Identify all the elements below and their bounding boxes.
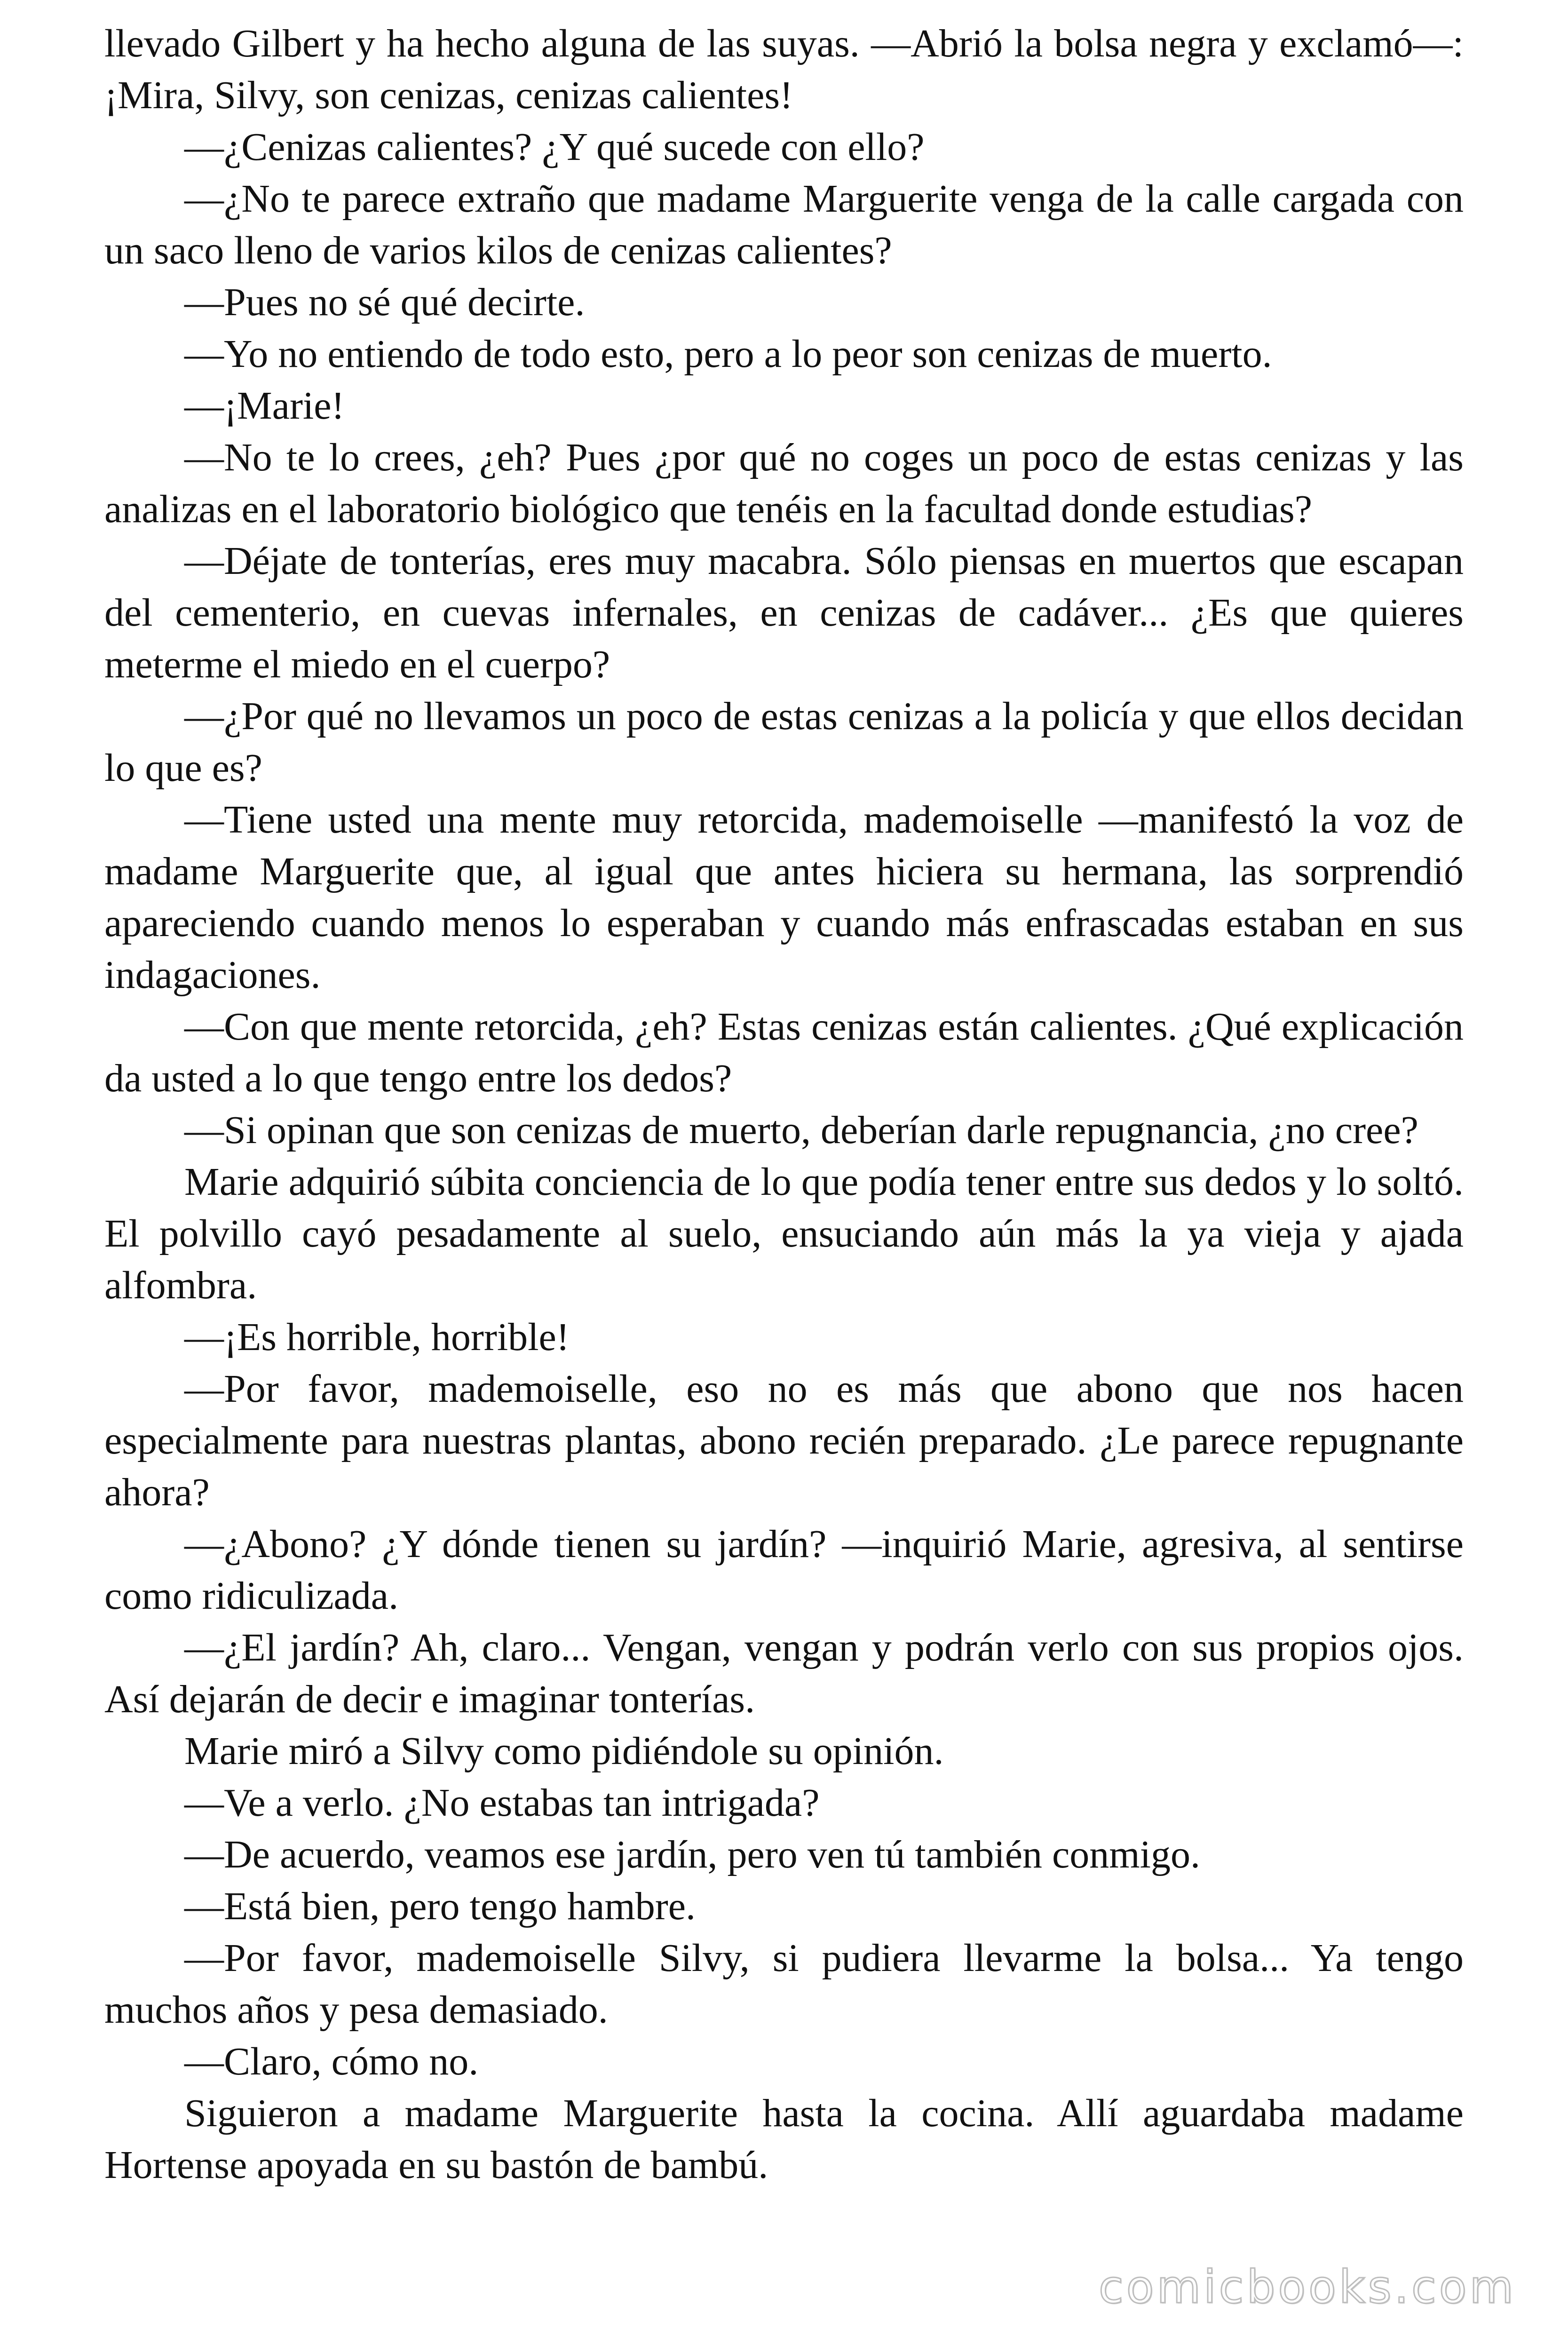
paragraph-11: —Con que mente retorcida, ¿eh? Estas cenizas están calientes. ¿Qué explicación da usted a lo que tengo entre los dedos? <box>104 1005 1464 1100</box>
paragraph-1: llevado Gilbert y ha hecho alguna de las suyas. —Abrió la bolsa negra y exclamó—: ¡Mira, Silvy, son cenizas, cenizas calientes! <box>104 22 1464 117</box>
paragraph-6: —¡Marie! <box>184 384 345 428</box>
paragraph-12: —Si opinan que son cenizas de muerto, deberían darle repugnancia, ¿no cree? <box>184 1108 1418 1152</box>
paragraph-19: —Ve a verlo. ¿No estabas tan intrigada? <box>184 1781 820 1825</box>
paragraph-21: —Está bien, pero tengo hambre. <box>184 1884 696 1928</box>
paragraph-17: —¿El jardín? Ah, claro... Vengan, vengan y podrán verlo con sus propios ojos. Así dejarán de decir e imaginar tonterías. <box>104 1626 1464 1721</box>
watermark: comicbooks.com <box>1098 2261 1516 2313</box>
paragraph-15: —Por favor, mademoiselle, eso no es más que abono que nos hacen especialmente para nuestras plantas, abono recién preparado. ¿Le parece repugnante ahora? <box>104 1367 1464 1514</box>
paragraph-14: —¡Es horrible, horrible! <box>184 1315 570 1359</box>
paragraph-5: —Yo no entiendo de todo esto, pero a lo peor son cenizas de muerto. <box>184 332 1272 376</box>
paragraph-4: —Pues no sé qué decirte. <box>184 280 585 324</box>
paragraph-9: —¿Por qué no llevamos un poco de estas cenizas a la policía y que ellos decidan lo que es? <box>104 694 1464 790</box>
paragraph-13: Marie adquirió súbita conciencia de lo que podía tener entre sus dedos y lo soltó. El polvillo cayó pesadamente al suelo, ensuciando aún más la ya vieja y ajada alfombra. <box>104 1160 1464 1307</box>
paragraph-2: —¿Cenizas calientes? ¿Y qué sucede con ello? <box>184 125 925 169</box>
paragraph-7: —No te lo crees, ¿eh? Pues ¿por qué no coges un poco de estas cenizas y las analizas en el laboratorio biológico que tenéis en la facultad donde estudias? <box>104 436 1464 531</box>
paragraph-8: —Déjate de tonterías, eres muy macabra. Sólo piensas en muertos que escapan del cementerio, en cuevas infernales, en cenizas de cadáver... ¿Es que quieres meterme el miedo en el cuerpo? <box>104 539 1464 686</box>
paragraph-20: —De acuerdo, veamos ese jardín, pero ven tú también conmigo. <box>184 1833 1200 1876</box>
paragraph-16: —¿Abono? ¿Y dónde tienen su jardín? —inquirió Marie, agresiva, al sentirse como ridiculizada. <box>104 1522 1464 1618</box>
paragraph-23: —Claro, cómo no. <box>184 2040 479 2083</box>
book-page <box>104 18 1464 2276</box>
paragraph-10: —Tiene usted una mente muy retorcida, mademoiselle —manifestó la voz de madame Marguerite que, al igual que antes hiciera su hermana, las sorprendió apareciendo cuando menos lo esperaban y cuando más enfrascadas estaban en sus indagaciones. <box>104 798 1464 997</box>
page-text <box>104 18 1464 2191</box>
paragraph-24: Siguieron a madame Marguerite hasta la cocina. Allí aguardaba madame Hortense apoyada en su bastón de bambú. <box>104 2091 1464 2187</box>
paragraph-22: —Por favor, mademoiselle Silvy, si pudiera llevarme la bolsa... Ya tengo muchos años y pesa demasiado. <box>104 1936 1464 2032</box>
paragraph-3: —¿No te parece extraño que madame Marguerite venga de la calle cargada con un saco lleno de varios kilos de cenizas calientes? <box>104 177 1464 272</box>
paragraph-18: Marie miró a Silvy como pidiéndole su opinión. <box>184 1729 944 1773</box>
